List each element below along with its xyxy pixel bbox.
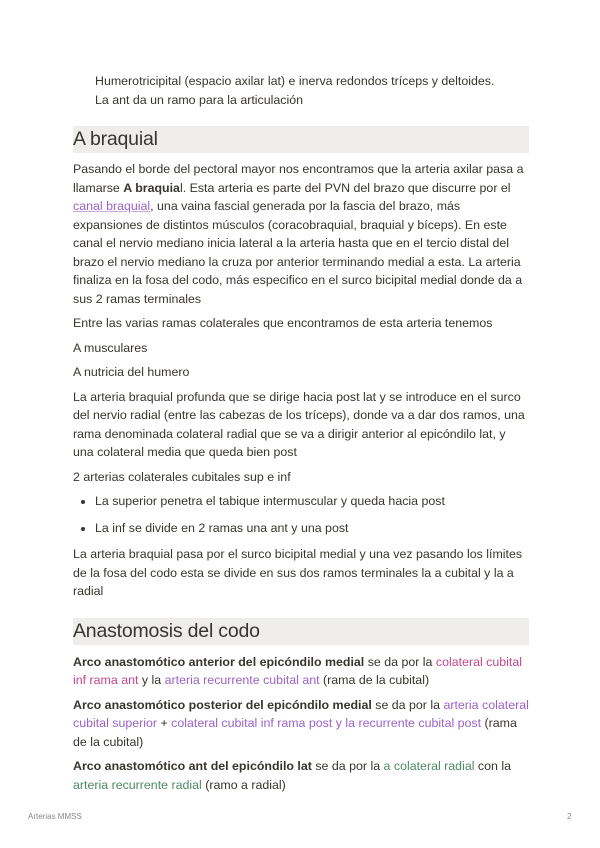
intro-line-1: Humerotricipital (espacio axilar lat) e inerva redondos tríceps y deltoides. (95, 74, 495, 88)
canal-braquial-link[interactable]: canal braquial (73, 199, 151, 213)
paragraph-profunda: La arteria braquial profunda que se dirige hacia post lat y se introduce en el surco del nervio radial (entre las cabezas de los tríceps), donde va a dar dos ramos, una rama denominada colateral radial que se va a dirigir anterior al epicóndilo lat, y una colateral media que queda bien post (73, 389, 525, 459)
paragraph-ramas: Entre las varias ramas colaterales que encontramos de esta arteria tenemos (73, 316, 493, 330)
colored-term: arteria recurrente radial (73, 777, 202, 792)
bold-arco-title: Arco anastomótico ant del epicóndilo lat (73, 759, 312, 773)
bold-arco-title: Arco anastomótico posterior del epicóndilo medial (73, 697, 372, 712)
colored-term: arteria recurrente cubital ant (164, 673, 320, 687)
text: con la (474, 759, 511, 773)
bold-term-a-braquial: A braquia (123, 180, 180, 195)
document-page (73, 72, 529, 794)
colored-term: colateral cubital inf rama post y la recurrente cubital post (171, 716, 482, 730)
intro-line-2: La ant da un ramo para la articulación (95, 92, 304, 107)
paragraph-musculares: A musculares (73, 340, 148, 355)
paragraph-arco-ant-lat (73, 757, 529, 794)
colored-term: arteria colateral cubital superior (73, 697, 529, 730)
text: y la (138, 673, 165, 687)
colored-term: a colateral radial (383, 759, 475, 773)
paragraph-arco-anterior-medial (73, 653, 529, 690)
paragraph-nutricia: A nutricia del humero (73, 365, 190, 379)
heading-anastomosis: Anastomosis del codo (73, 618, 529, 645)
bullet-list (73, 492, 529, 537)
paragraph-braquial-intro (73, 160, 529, 308)
text: se da por la (371, 697, 444, 712)
paragraph-arco-posterior-medial (73, 696, 529, 752)
heading-a-braquial: A braquial (73, 126, 529, 153)
text: l. Esta arteria es parte del PVN del brazo que discurre por el (179, 180, 511, 195)
list-item: • La inf se divide en 2 ramas una ant y una post (95, 519, 529, 538)
list-item: • La superior penetra el tabique intermuscular y queda hacia post (95, 492, 529, 511)
text: (rama de la cubital) (73, 716, 517, 749)
paragraph-colaterales: 2 arterias colaterales cubitales sup e inf (73, 469, 291, 484)
footer-title: Arterias MMSS (28, 812, 82, 821)
page-number: 2 (567, 812, 572, 821)
text: + (157, 716, 172, 730)
text: , una vaina fascial generada por la fascia del brazo, más expansiones de distintos músculos (coracobraquial, braquial y bíceps). En este canal el nervio mediano inicia lateral a la arteria hasta que en el tercio distal del brazo el nervio mediano la cruza por anterior terminando medial a esta. La arteria finaliza en la fosa del codo, más especifico en el surco bicipital medial donde da a sus 2 ramas terminales (73, 199, 523, 306)
text: Pasando el borde del pectoral mayor nos encontramos que la arteria axilar pasa a llamarse (73, 162, 524, 195)
bold-arco-title: Arco anastomótico anterior del epicóndilo medial (73, 654, 365, 669)
text: (ramo a radial) (201, 777, 286, 792)
text: se da por la (311, 759, 384, 773)
text: (rama de la cubital) (319, 673, 430, 687)
colored-term: colateral cubital inf rama ant (73, 654, 522, 687)
paragraph-terminales: La arteria braquial pasa por el surco bicipital medial y una vez pasando los límites de la fosa del codo esta se divide en sus dos ramos terminales la a cubital y la a radial (73, 547, 523, 598)
text: se da por la (364, 654, 436, 669)
